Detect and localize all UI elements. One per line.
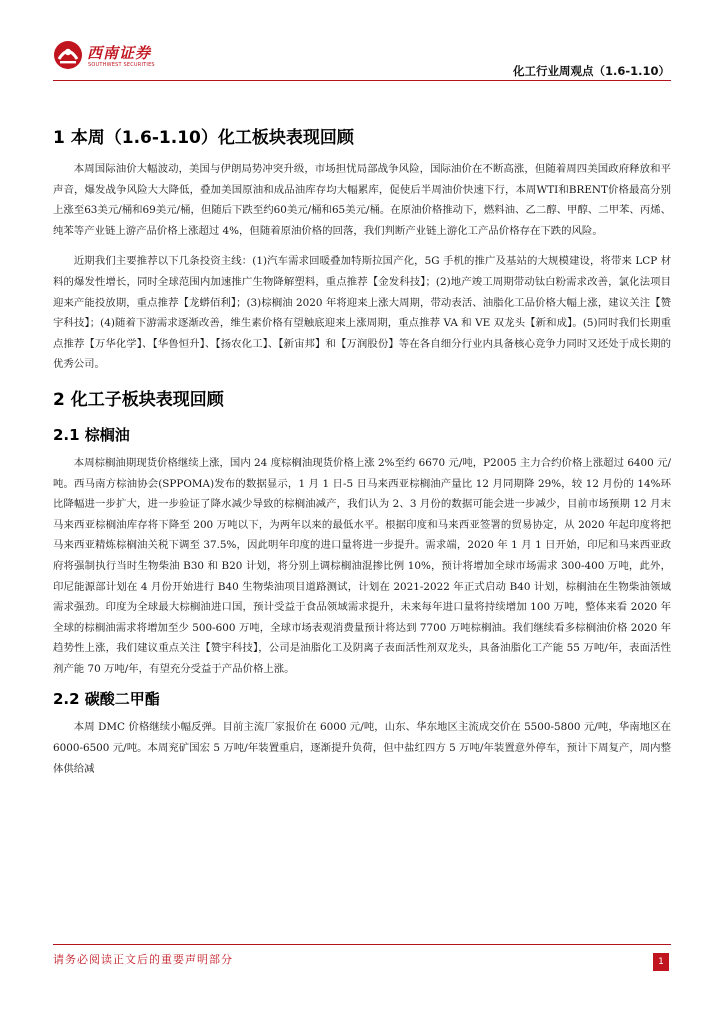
subsection-2-2-heading: 2.2 碳酸二甲酯 [53,690,160,709]
section-1-heading: 1 本周（1.6-1.10）化工板块表现回顾 [53,128,354,148]
section-weekly-review [53,127,671,375]
report-title: 化工行业周观点（1.6-1.10） [512,64,670,78]
section-1-paragraph-1: 本周国际油价大幅波动，美国与伊朗局势冲突升级，市场担忧局部战争风险，国际油价在不断高涨，但随着周四美国政府释放和平声音，爆发战争风险大大降低，叠加美国原油和成品油库存均大幅累库，促使后半周油价快速下行，本周WTI和BRENT价格最高分别上涨至63美元/桶和69美元/桶，但随后下跌至约60美元/桶和65美元/桶。在原油价格推动下，燃料油、乙二醇、甲醇、二甲苯、丙烯、纯苯等产业链上游产品价格上涨超过 4%，但随着原油价格的回落，我们判断产业链上游化工产品价格存在下跌的风险。 [53,163,671,237]
report-body [53,127,671,789]
section-2-heading: 2 化工子板块表现回顾 [53,389,224,410]
subsection-dmc [53,689,671,779]
logo-text-cn: 西南证券 [87,44,152,62]
page-header [0,0,724,86]
section-subsector-review [53,389,671,411]
section-1-paragraph-2: 近期我们主要推荐以下几条投资主线：(1)汽车需求回暖叠加特斯拉国产化，5G 手机的推广及基站的大规模建设，将带来 LCP 材料的爆发性增长，同时全球范围内加速推广生物降解塑料，重点推荐【金发科技】；(2)地产竣工周期带动钛白粉需求改善，氯化法项目迎来产能投放期，重点推荐【龙蟒佰利】；(3)棕榈油 2020 年将迎来上涨大周期，带动表活、油脂化工品价格大幅上涨，建议关注【赞宇科技】；(4)随着下游需求逐渐改善，维生素价格有望触底迎来上涨周期，重点推荐 VA 和 VE 双龙头【新和成】。(5)同时我们长期重点推荐【万华化学】、【华鲁恒升】、【扬农化工】、【新宙邦】和【万润股份】等在各自细分行业内具备核心竞争力同时又还处于成长期的优秀公司。 [53,255,671,371]
subsection-2-2-paragraph: 本周 DMC 价格继续小幅反弹。目前主流厂家报价在 6000 元/吨，山东、华东地区主流成交价在 5500-5800 元/吨，华南地区在 6000-6500 元/吨。本周兖矿国宏 5 万吨/年装置重启，逐渐提升负荷，但中盐红四方 5 万吨/年装置意外停车，预计下周复产，周内整体供给减 [53,721,671,775]
footer-divider [53,944,671,945]
header-divider [53,80,671,81]
subsection-2-1-heading: 2.1 棕榈油 [53,425,130,444]
footer-disclaimer: 请务必阅读正文后的重要声明部分 [53,953,233,966]
company-logo-icon [53,40,83,70]
page-number: 1 [653,953,669,971]
logo-text-en: SOUTHWEST SECURITIES [88,62,155,68]
subsection-2-1-paragraph: 本周棕榈油期现货价格继续上涨，国内 24 度棕榈油现货价格上涨 2%至约 6670 元/吨，P2005 主力合约价格上涨超过 6400 元/吨。西马南方棕油协会(SPPOMA)发布的数据显示，1 月 1 日-5 日马来西亚棕榈油产量比 12 月同期降 29%，较 12 月份的 14%环比降幅进一步扩大，进一步验证了降水减少导致的棕榈油减产，我们认为 2、3 月份的数据可能会进一步减少，目前市场预期 12 月末马来西亚棕榈油库存将下降至 200 万吨以下，为两年以来的最低水平。根据印度和马来西亚签署的贸易协定，从 2020 年起印度将把马来西亚精炼棕榈油关税下调至 37.5%，因此明年印度的进口量将进一步提升。需求端，2020 年 1 月 1 日开始，印尼和马来西亚政府将强制执行当时生物柴油 B30 和 B20 计划，将分别上调棕榈油混掺比例 10%，预计将增加全球市场需求 300-400 万吨，此外，印尼能源部计划在 4 月份开始进行 B40 生物柴油项目道路测试，计划在 2021-2022 年正式启动 B40 计划，棕榈油在生物柴油领域需求强劲。印度为全球最大棕榈油进口国，预计受益于食品领域需求提升，未来每年进口量将持续增加 100 万吨，整体来看 2020 年全球的棕榈油需求将增加至少 500-600 万吨，全球市场表观消费量预计将达到 7700 万吨棕榈油。我们继续看多棕榈油价格 2020 年趋势性上涨，我们建议重点关注【赞宇科技】，公司是油脂化工及阴离子表面活性剂双龙头，具备油脂化工产能 55 万吨/年，表面活性剂产能 70 万吨/年，有望充分受益于产品价格上涨。 [53,456,671,675]
subsection-palm-oil [53,425,671,680]
